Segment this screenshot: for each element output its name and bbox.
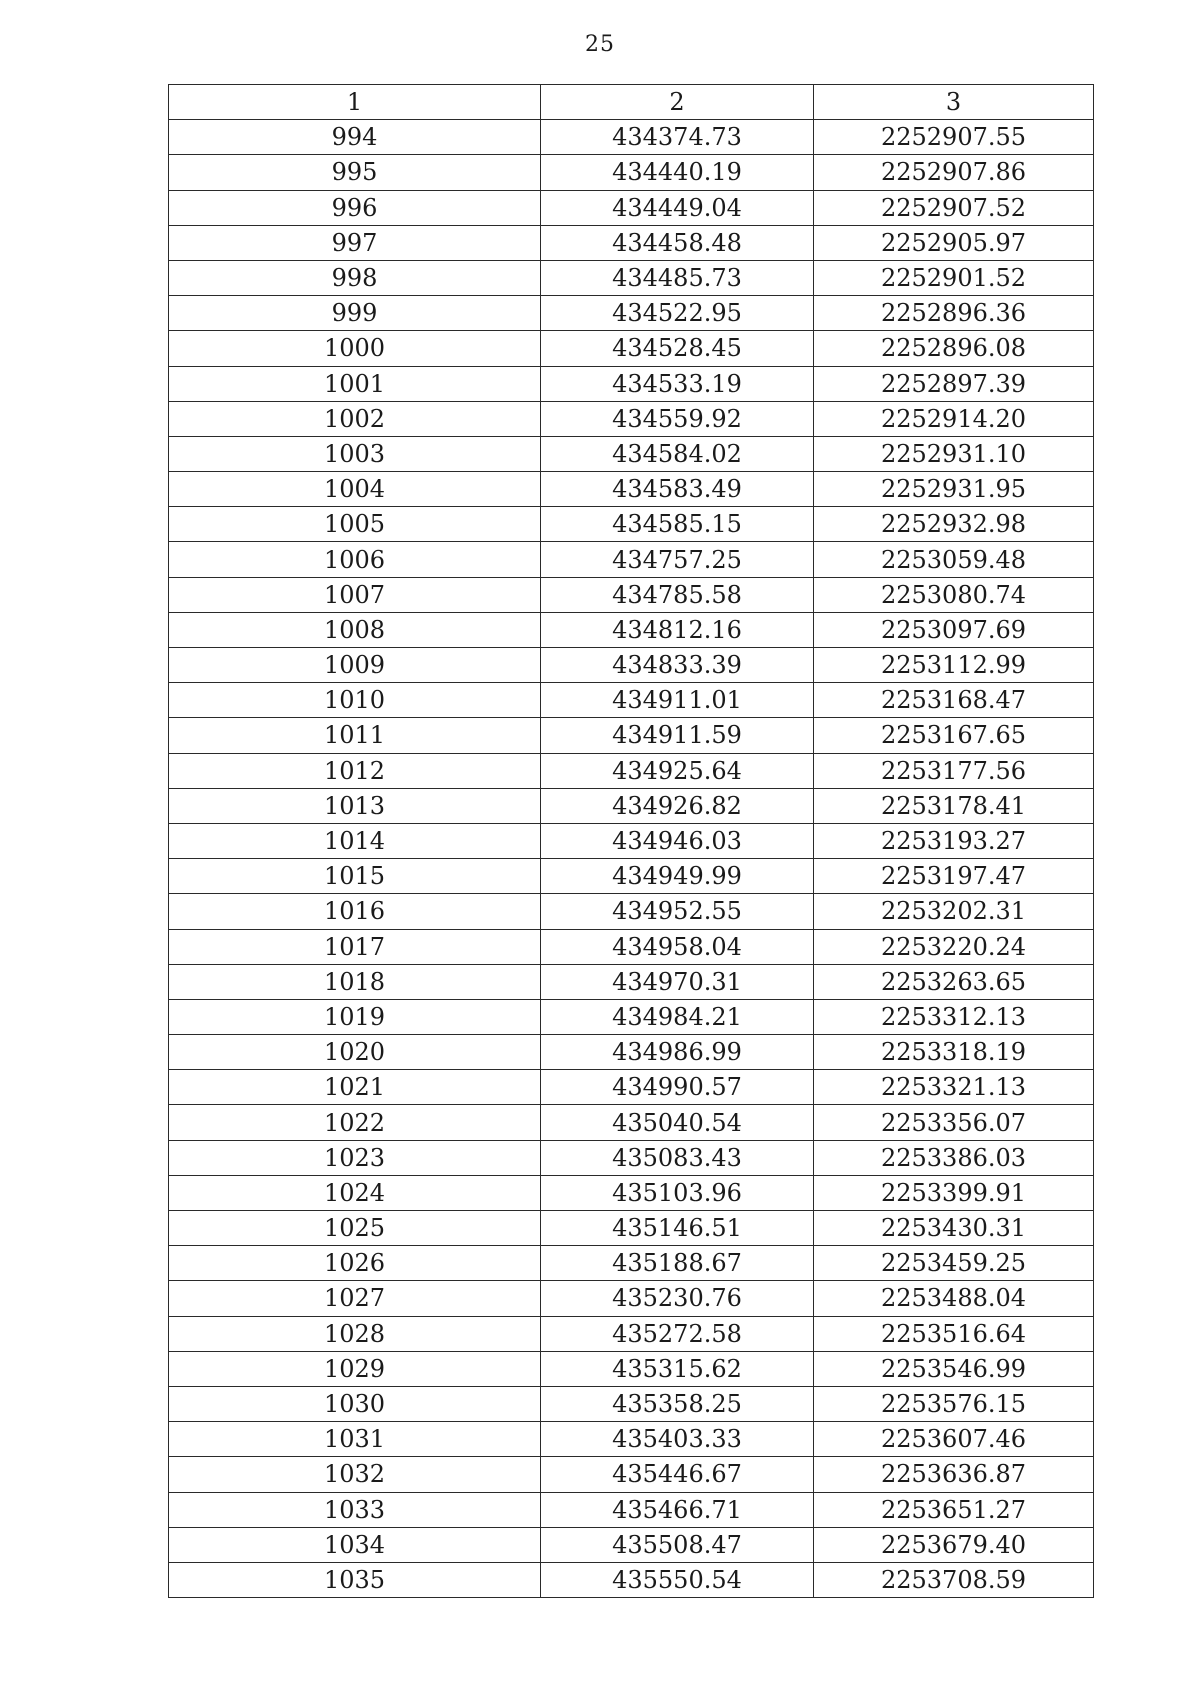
table-row [169,823,1094,858]
y-coordinate-cell: 2252901.52 [814,260,1094,295]
column-header-1: 1 [169,85,541,120]
point-number-cell: 1033 [169,1492,541,1527]
y-coordinate-cell: 2253321.13 [814,1070,1094,1105]
y-coordinate-cell: 2253263.65 [814,964,1094,999]
y-coordinate-cell: 2253178.41 [814,788,1094,823]
table-body [169,120,1094,1598]
point-number-cell: 1028 [169,1316,541,1351]
point-number-cell: 1024 [169,1175,541,1210]
x-coordinate-cell: 435188.67 [541,1246,814,1281]
table-row [169,1351,1094,1386]
point-number-cell: 1021 [169,1070,541,1105]
y-coordinate-cell: 2252907.55 [814,120,1094,155]
point-number-cell: 1007 [169,577,541,612]
point-number-cell: 998 [169,260,541,295]
y-coordinate-cell: 2252905.97 [814,225,1094,260]
x-coordinate-cell: 435083.43 [541,1140,814,1175]
point-number-cell: 1022 [169,1105,541,1140]
point-number-cell: 996 [169,190,541,225]
point-number-cell: 1019 [169,999,541,1034]
point-number-cell: 1018 [169,964,541,999]
x-coordinate-cell: 434440.19 [541,155,814,190]
x-coordinate-cell: 434990.57 [541,1070,814,1105]
header-row [169,85,1094,120]
point-number-cell: 1013 [169,788,541,823]
x-coordinate-cell: 434374.73 [541,120,814,155]
table-row [169,1140,1094,1175]
y-coordinate-cell: 2253193.27 [814,823,1094,858]
x-coordinate-cell: 434925.64 [541,753,814,788]
table-row [169,718,1094,753]
x-coordinate-cell: 435508.47 [541,1527,814,1562]
y-coordinate-cell: 2253430.31 [814,1211,1094,1246]
coordinates-table [168,84,1094,1598]
point-number-cell: 1008 [169,612,541,647]
y-coordinate-cell: 2253168.47 [814,683,1094,718]
table-row [169,366,1094,401]
page-number: 25 [585,32,615,57]
table-row [169,859,1094,894]
y-coordinate-cell: 2253546.99 [814,1351,1094,1386]
table-header [169,85,1094,120]
point-number-cell: 995 [169,155,541,190]
table-row [169,1035,1094,1070]
y-coordinate-cell: 2253220.24 [814,929,1094,964]
y-coordinate-cell: 2252932.98 [814,507,1094,542]
table-row [169,999,1094,1034]
table-row [169,1457,1094,1492]
table-row [169,296,1094,331]
y-coordinate-cell: 2253607.46 [814,1422,1094,1457]
point-number-cell: 1020 [169,1035,541,1070]
x-coordinate-cell: 434785.58 [541,577,814,612]
point-number-cell: 1030 [169,1386,541,1421]
x-coordinate-cell: 434952.55 [541,894,814,929]
table-row [169,472,1094,507]
x-coordinate-cell: 435446.67 [541,1457,814,1492]
point-number-cell: 1010 [169,683,541,718]
table-row [169,331,1094,366]
x-coordinate-cell: 435403.33 [541,1422,814,1457]
x-coordinate-cell: 435358.25 [541,1386,814,1421]
table-row [169,542,1094,577]
y-coordinate-cell: 2252931.10 [814,436,1094,471]
table-row [169,1070,1094,1105]
y-coordinate-cell: 2253576.15 [814,1386,1094,1421]
x-coordinate-cell: 434757.25 [541,542,814,577]
point-number-cell: 1035 [169,1562,541,1597]
table-row [169,1281,1094,1316]
point-number-cell: 999 [169,296,541,331]
x-coordinate-cell: 434533.19 [541,366,814,401]
point-number-cell: 1004 [169,472,541,507]
table-row [169,401,1094,436]
table-row [169,1316,1094,1351]
table-row [169,1422,1094,1457]
x-coordinate-cell: 434949.99 [541,859,814,894]
point-number-cell: 1016 [169,894,541,929]
x-coordinate-cell: 434911.01 [541,683,814,718]
y-coordinate-cell: 2253112.99 [814,648,1094,683]
point-number-cell: 1005 [169,507,541,542]
y-coordinate-cell: 2253459.25 [814,1246,1094,1281]
point-number-cell: 1001 [169,366,541,401]
y-coordinate-cell: 2252931.95 [814,472,1094,507]
y-coordinate-cell: 2253202.31 [814,894,1094,929]
y-coordinate-cell: 2253488.04 [814,1281,1094,1316]
y-coordinate-cell: 2253080.74 [814,577,1094,612]
y-coordinate-cell: 2252907.52 [814,190,1094,225]
x-coordinate-cell: 434812.16 [541,612,814,647]
y-coordinate-cell: 2253651.27 [814,1492,1094,1527]
y-coordinate-cell: 2252914.20 [814,401,1094,436]
table-row [169,612,1094,647]
y-coordinate-cell: 2253399.91 [814,1175,1094,1210]
table-row [169,507,1094,542]
x-coordinate-cell: 434458.48 [541,225,814,260]
y-coordinate-cell: 2253197.47 [814,859,1094,894]
x-coordinate-cell: 434522.95 [541,296,814,331]
y-coordinate-cell: 2252896.36 [814,296,1094,331]
x-coordinate-cell: 434584.02 [541,436,814,471]
point-number-cell: 994 [169,120,541,155]
coordinates-table-container [168,84,1093,1598]
x-coordinate-cell: 434970.31 [541,964,814,999]
x-coordinate-cell: 435230.76 [541,1281,814,1316]
x-coordinate-cell: 434911.59 [541,718,814,753]
table-row [169,1527,1094,1562]
point-number-cell: 1011 [169,718,541,753]
point-number-cell: 1000 [169,331,541,366]
table-row [169,1211,1094,1246]
x-coordinate-cell: 434984.21 [541,999,814,1034]
y-coordinate-cell: 2253059.48 [814,542,1094,577]
point-number-cell: 1023 [169,1140,541,1175]
x-coordinate-cell: 434833.39 [541,648,814,683]
point-number-cell: 1003 [169,436,541,471]
x-coordinate-cell: 435272.58 [541,1316,814,1351]
x-coordinate-cell: 434559.92 [541,401,814,436]
table-row [169,260,1094,295]
table-row [169,1492,1094,1527]
point-number-cell: 1025 [169,1211,541,1246]
y-coordinate-cell: 2253097.69 [814,612,1094,647]
table-row [169,929,1094,964]
y-coordinate-cell: 2253167.65 [814,718,1094,753]
point-number-cell: 997 [169,225,541,260]
y-coordinate-cell: 2253636.87 [814,1457,1094,1492]
x-coordinate-cell: 435040.54 [541,1105,814,1140]
x-coordinate-cell: 434528.45 [541,331,814,366]
table-row [169,753,1094,788]
x-coordinate-cell: 435103.96 [541,1175,814,1210]
table-row [169,788,1094,823]
y-coordinate-cell: 2253386.03 [814,1140,1094,1175]
point-number-cell: 1002 [169,401,541,436]
point-number-cell: 1026 [169,1246,541,1281]
table-row [169,683,1094,718]
x-coordinate-cell: 435550.54 [541,1562,814,1597]
x-coordinate-cell: 434583.49 [541,472,814,507]
table-row [169,648,1094,683]
point-number-cell: 1012 [169,753,541,788]
table-row [169,1246,1094,1281]
point-number-cell: 1027 [169,1281,541,1316]
table-row [169,1386,1094,1421]
column-header-2: 2 [541,85,814,120]
point-number-cell: 1034 [169,1527,541,1562]
x-coordinate-cell: 434585.15 [541,507,814,542]
table-row [169,225,1094,260]
point-number-cell: 1031 [169,1422,541,1457]
y-coordinate-cell: 2253318.19 [814,1035,1094,1070]
table-row [169,1562,1094,1597]
table-row [169,577,1094,612]
point-number-cell: 1006 [169,542,541,577]
y-coordinate-cell: 2252896.08 [814,331,1094,366]
table-row [169,1175,1094,1210]
x-coordinate-cell: 434986.99 [541,1035,814,1070]
x-coordinate-cell: 435146.51 [541,1211,814,1246]
y-coordinate-cell: 2253516.64 [814,1316,1094,1351]
table-row [169,894,1094,929]
x-coordinate-cell: 434926.82 [541,788,814,823]
y-coordinate-cell: 2252907.86 [814,155,1094,190]
x-coordinate-cell: 435315.62 [541,1351,814,1386]
y-coordinate-cell: 2253708.59 [814,1562,1094,1597]
table-row [169,1105,1094,1140]
y-coordinate-cell: 2252897.39 [814,366,1094,401]
point-number-cell: 1015 [169,859,541,894]
point-number-cell: 1032 [169,1457,541,1492]
x-coordinate-cell: 434485.73 [541,260,814,295]
y-coordinate-cell: 2253177.56 [814,753,1094,788]
table-row [169,190,1094,225]
table-row [169,964,1094,999]
x-coordinate-cell: 434958.04 [541,929,814,964]
y-coordinate-cell: 2253312.13 [814,999,1094,1034]
table-row [169,120,1094,155]
point-number-cell: 1014 [169,823,541,858]
x-coordinate-cell: 434449.04 [541,190,814,225]
point-number-cell: 1017 [169,929,541,964]
column-header-3: 3 [814,85,1094,120]
point-number-cell: 1029 [169,1351,541,1386]
table-row [169,436,1094,471]
table-row [169,155,1094,190]
x-coordinate-cell: 434946.03 [541,823,814,858]
y-coordinate-cell: 2253679.40 [814,1527,1094,1562]
point-number-cell: 1009 [169,648,541,683]
x-coordinate-cell: 435466.71 [541,1492,814,1527]
y-coordinate-cell: 2253356.07 [814,1105,1094,1140]
